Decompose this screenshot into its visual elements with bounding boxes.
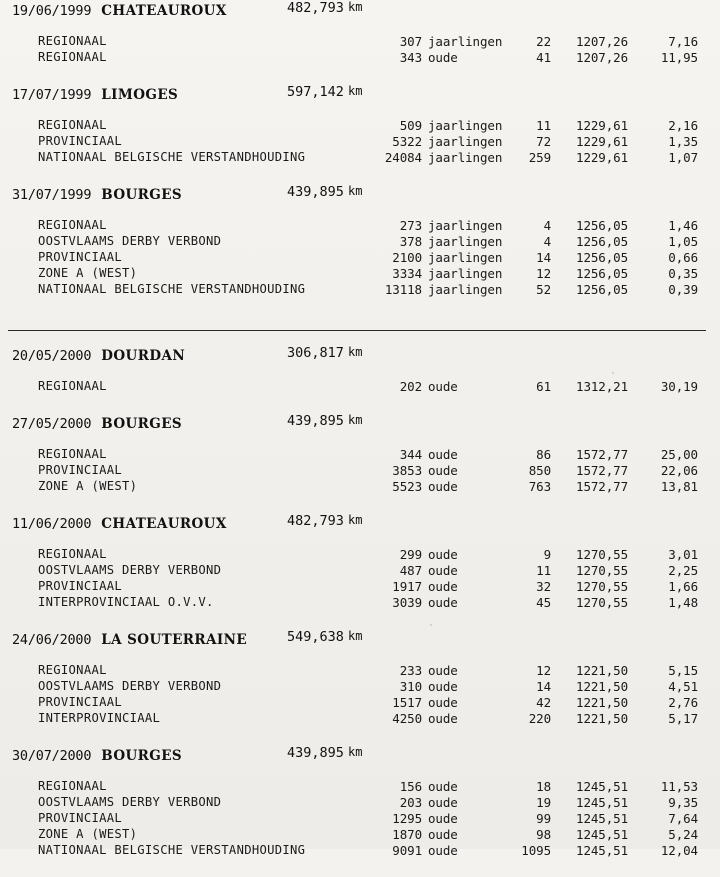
header-rows-spacer — [0, 369, 720, 377]
race-block — [0, 84, 720, 184]
race-block — [0, 184, 720, 316]
row-coefficient: 1270,55 — [576, 563, 628, 578]
race-block-spacer — [0, 66, 720, 84]
row-category: PROVINCIAAL — [38, 579, 123, 593]
race-block — [0, 745, 720, 877]
race-distance: 549,638 — [287, 629, 344, 645]
row-birds: 156 — [399, 779, 422, 794]
row-kind: jaarlingen — [428, 134, 503, 149]
result-rows — [0, 118, 720, 166]
race-date: 31/07/1999 — [12, 187, 92, 203]
result-rows — [0, 447, 720, 495]
race-distance-unit: km — [348, 0, 363, 14]
row-birds: 273 — [399, 218, 422, 233]
race-block — [0, 0, 720, 84]
row-category: PROVINCIAAL — [38, 463, 123, 477]
race-distance: 597,142 — [287, 84, 344, 100]
row-coefficient: 1572,77 — [576, 479, 628, 494]
row-birds: 378 — [399, 234, 422, 249]
header-rows-spacer — [0, 108, 720, 116]
row-percentage: 25,00 — [660, 447, 698, 462]
table-row — [0, 282, 720, 298]
row-prizes: 45 — [536, 595, 551, 610]
race-place: LA SOUTERRAINE — [101, 632, 248, 648]
race-block-spacer — [0, 611, 720, 629]
row-prizes: 32 — [536, 579, 551, 594]
row-coefficient: 1245,51 — [576, 811, 628, 826]
row-coefficient: 1270,55 — [576, 595, 628, 610]
table-row — [0, 479, 720, 495]
row-percentage: 0,35 — [668, 266, 698, 281]
table-row — [0, 34, 720, 50]
row-birds: 9091 — [392, 843, 422, 858]
row-birds: 343 — [399, 50, 422, 65]
row-category: PROVINCIAAL — [38, 695, 123, 709]
row-kind: jaarlingen — [428, 266, 503, 281]
race-distance-unit: km — [348, 345, 363, 359]
result-rows — [0, 779, 720, 859]
table-row — [0, 563, 720, 579]
row-kind: jaarlingen — [428, 218, 503, 233]
row-category: REGIONAAL — [38, 218, 107, 232]
race-distance-unit: km — [348, 184, 363, 198]
row-category: REGIONAAL — [38, 50, 107, 64]
race-header-line — [12, 184, 720, 203]
row-prizes: 22 — [536, 34, 551, 49]
header-rows-spacer — [0, 24, 720, 32]
row-birds: 299 — [399, 547, 422, 562]
row-kind: oude — [428, 50, 458, 65]
row-coefficient: 1207,26 — [576, 50, 628, 65]
row-kind: oude — [428, 827, 458, 842]
table-row — [0, 811, 720, 827]
row-category: REGIONAAL — [38, 379, 107, 393]
row-coefficient: 1245,51 — [576, 827, 628, 842]
row-prizes: 42 — [536, 695, 551, 710]
row-coefficient: 1229,61 — [576, 134, 628, 149]
row-birds: 1917 — [392, 579, 422, 594]
row-kind: jaarlingen — [428, 282, 503, 297]
row-birds: 344 — [399, 447, 422, 462]
race-distance: 482,793 — [287, 513, 344, 529]
row-birds: 2100 — [392, 250, 422, 265]
row-category: PROVINCIAAL — [38, 811, 123, 825]
row-coefficient: 1256,05 — [576, 266, 628, 281]
row-category: REGIONAAL — [38, 118, 107, 132]
race-date: 24/06/2000 — [12, 632, 92, 648]
row-percentage: 1,48 — [668, 595, 698, 610]
table-row — [0, 827, 720, 843]
row-category: PROVINCIAAL — [38, 250, 123, 264]
race-distance: 439,895 — [287, 184, 344, 200]
result-rows — [0, 379, 720, 395]
row-coefficient: 1245,51 — [576, 779, 628, 794]
row-kind: jaarlingen — [428, 150, 503, 165]
result-rows — [0, 34, 720, 66]
row-coefficient: 1221,50 — [576, 711, 628, 726]
row-prizes: 12 — [536, 266, 551, 281]
row-percentage: 5,17 — [668, 711, 698, 726]
row-coefficient: 1270,55 — [576, 579, 628, 594]
row-prizes: 259 — [528, 150, 551, 165]
row-prizes: 11 — [536, 563, 551, 578]
race-block-spacer — [0, 166, 720, 184]
race-distance: 439,895 — [287, 745, 344, 761]
race-distance: 439,895 — [287, 413, 344, 429]
row-prizes: 12 — [536, 663, 551, 678]
row-birds: 5523 — [392, 479, 422, 494]
row-category: NATIONAAL BELGISCHE VERSTANDHOUDING — [38, 843, 306, 857]
row-prizes: 86 — [536, 447, 551, 462]
row-kind: oude — [428, 547, 458, 562]
race-header — [0, 413, 720, 437]
race-header — [0, 745, 720, 769]
row-percentage: 30,19 — [660, 379, 698, 394]
row-kind: oude — [428, 779, 458, 794]
race-header-line — [12, 345, 720, 364]
row-coefficient: 1256,05 — [576, 282, 628, 297]
row-coefficient: 1245,51 — [576, 795, 628, 810]
row-prizes: 763 — [528, 479, 551, 494]
result-rows — [0, 547, 720, 611]
race-place: CHATEAUROUX — [101, 3, 227, 19]
race-block-spacer — [0, 395, 720, 413]
table-row — [0, 234, 720, 250]
row-birds: 5322 — [392, 134, 422, 149]
row-percentage: 0,39 — [668, 282, 698, 297]
table-row — [0, 663, 720, 679]
row-kind: oude — [428, 843, 458, 858]
row-kind: oude — [428, 711, 458, 726]
row-coefficient: 1256,05 — [576, 234, 628, 249]
row-birds: 509 — [399, 118, 422, 133]
row-category: REGIONAAL — [38, 663, 107, 677]
row-kind: jaarlingen — [428, 34, 503, 49]
row-kind: oude — [428, 463, 458, 478]
row-birds: 24084 — [384, 150, 422, 165]
race-block — [0, 513, 720, 629]
row-category: ZONE A (WEST) — [38, 827, 138, 841]
row-kind: jaarlingen — [428, 118, 503, 133]
race-block — [0, 413, 720, 513]
row-coefficient: 1256,05 — [576, 250, 628, 265]
row-coefficient: 1572,77 — [576, 463, 628, 478]
row-coefficient: 1270,55 — [576, 547, 628, 562]
row-kind: oude — [428, 579, 458, 594]
row-birds: 307 — [399, 34, 422, 49]
row-birds: 4250 — [392, 711, 422, 726]
result-rows — [0, 663, 720, 727]
row-percentage: 12,04 — [660, 843, 698, 858]
race-header — [0, 84, 720, 108]
row-percentage: 5,24 — [668, 827, 698, 842]
race-distance-unit: km — [348, 629, 363, 643]
row-birds: 233 — [399, 663, 422, 678]
race-block — [0, 629, 720, 745]
race-place: CHATEAUROUX — [101, 516, 227, 532]
table-row — [0, 843, 720, 859]
row-prizes: 850 — [528, 463, 551, 478]
row-kind: oude — [428, 563, 458, 578]
row-kind: oude — [428, 795, 458, 810]
row-coefficient: 1207,26 — [576, 34, 628, 49]
race-block-spacer — [0, 727, 720, 745]
row-prizes: 14 — [536, 250, 551, 265]
table-row — [0, 447, 720, 463]
race-header-line — [12, 513, 720, 532]
row-prizes: 4 — [543, 234, 551, 249]
table-row — [0, 118, 720, 134]
race-header-line — [12, 745, 720, 764]
row-prizes: 19 — [536, 795, 551, 810]
row-percentage: 4,51 — [668, 679, 698, 694]
race-header-line — [12, 84, 720, 103]
row-coefficient: 1572,77 — [576, 447, 628, 462]
row-birds: 202 — [399, 379, 422, 394]
race-distance: 482,793 — [287, 0, 344, 16]
row-prizes: 9 — [543, 547, 551, 562]
table-row — [0, 695, 720, 711]
race-header-line — [12, 629, 720, 648]
row-percentage: 3,01 — [668, 547, 698, 562]
row-percentage: 1,07 — [668, 150, 698, 165]
race-block — [0, 345, 720, 413]
row-category: REGIONAAL — [38, 547, 107, 561]
row-birds: 3853 — [392, 463, 422, 478]
race-group — [0, 0, 720, 316]
race-block-spacer — [0, 495, 720, 513]
race-header — [0, 345, 720, 369]
race-block-spacer — [0, 298, 720, 316]
row-birds: 310 — [399, 679, 422, 694]
race-header — [0, 0, 720, 24]
row-prizes: 72 — [536, 134, 551, 149]
race-distance-unit: km — [348, 413, 363, 427]
row-prizes: 4 — [543, 218, 551, 233]
row-percentage: 9,35 — [668, 795, 698, 810]
row-coefficient: 1256,05 — [576, 218, 628, 233]
row-percentage: 2,25 — [668, 563, 698, 578]
row-coefficient: 1221,50 — [576, 663, 628, 678]
row-coefficient: 1229,61 — [576, 118, 628, 133]
row-category: INTERPROVINCIAAL O.V.V. — [38, 595, 214, 609]
row-category: OOSTVLAAMS DERBY VERBOND — [38, 795, 222, 809]
race-place: BOURGES — [101, 187, 183, 203]
row-percentage: 1,66 — [668, 579, 698, 594]
row-percentage: 1,46 — [668, 218, 698, 233]
row-category: ZONE A (WEST) — [38, 479, 138, 493]
row-birds: 487 — [399, 563, 422, 578]
row-kind: oude — [428, 379, 458, 394]
row-prizes: 98 — [536, 827, 551, 842]
row-percentage: 7,64 — [668, 811, 698, 826]
race-group — [0, 345, 720, 877]
table-row — [0, 218, 720, 234]
row-kind: oude — [428, 695, 458, 710]
row-prizes: 220 — [528, 711, 551, 726]
table-row — [0, 595, 720, 611]
row-birds: 3334 — [392, 266, 422, 281]
row-percentage: 2,76 — [668, 695, 698, 710]
header-rows-spacer — [0, 437, 720, 445]
row-kind: jaarlingen — [428, 234, 503, 249]
race-place: DOURDAN — [101, 348, 186, 364]
row-coefficient: 1312,21 — [576, 379, 628, 394]
table-row — [0, 579, 720, 595]
row-percentage: 11,95 — [660, 50, 698, 65]
result-rows — [0, 218, 720, 298]
header-rows-spacer — [0, 208, 720, 216]
row-percentage: 13,81 — [660, 479, 698, 494]
row-kind: oude — [428, 811, 458, 826]
row-coefficient: 1221,50 — [576, 679, 628, 694]
race-place: LIMOGES — [101, 87, 179, 103]
row-kind: jaarlingen — [428, 250, 503, 265]
row-birds: 1517 — [392, 695, 422, 710]
header-rows-spacer — [0, 653, 720, 661]
race-header — [0, 629, 720, 653]
race-date: 27/05/2000 — [12, 416, 92, 432]
row-prizes: 14 — [536, 679, 551, 694]
row-prizes: 1095 — [521, 843, 551, 858]
race-block-spacer — [0, 859, 720, 877]
row-category: ZONE A (WEST) — [38, 266, 138, 280]
race-header — [0, 513, 720, 537]
race-place: BOURGES — [101, 748, 183, 764]
row-birds: 1295 — [392, 811, 422, 826]
row-category: INTERPROVINCIAAL — [38, 711, 161, 725]
row-prizes: 61 — [536, 379, 551, 394]
race-header — [0, 184, 720, 208]
row-category: OOSTVLAAMS DERBY VERBOND — [38, 679, 222, 693]
row-percentage: 2,16 — [668, 118, 698, 133]
row-coefficient: 1229,61 — [576, 150, 628, 165]
row-percentage: 7,16 — [668, 34, 698, 49]
race-date: 19/06/1999 — [12, 3, 92, 19]
race-header-line — [12, 0, 720, 19]
row-birds: 1870 — [392, 827, 422, 842]
row-category: OOSTVLAAMS DERBY VERBOND — [38, 563, 222, 577]
section-divider — [8, 330, 706, 331]
row-prizes: 11 — [536, 118, 551, 133]
race-distance-unit: km — [348, 745, 363, 759]
table-row — [0, 250, 720, 266]
row-coefficient: 1221,50 — [576, 695, 628, 710]
row-prizes: 52 — [536, 282, 551, 297]
race-header-line — [12, 413, 720, 432]
table-row — [0, 150, 720, 166]
row-birds: 3039 — [392, 595, 422, 610]
row-kind: oude — [428, 447, 458, 462]
row-prizes: 41 — [536, 50, 551, 65]
row-birds: 13118 — [384, 282, 422, 297]
row-prizes: 99 — [536, 811, 551, 826]
table-row — [0, 463, 720, 479]
table-row — [0, 795, 720, 811]
row-category: OOSTVLAAMS DERBY VERBOND — [38, 234, 222, 248]
row-category: REGIONAAL — [38, 447, 107, 461]
row-coefficient: 1245,51 — [576, 843, 628, 858]
race-date: 17/07/1999 — [12, 87, 92, 103]
race-distance-unit: km — [348, 84, 363, 98]
race-distance-unit: km — [348, 513, 363, 527]
table-row — [0, 50, 720, 66]
row-percentage: 1,35 — [668, 134, 698, 149]
row-percentage: 22,06 — [660, 463, 698, 478]
row-percentage: 1,05 — [668, 234, 698, 249]
table-row — [0, 779, 720, 795]
race-date: 11/06/2000 — [12, 516, 92, 532]
table-row — [0, 379, 720, 395]
table-row — [0, 547, 720, 563]
row-category: NATIONAAL BELGISCHE VERSTANDHOUDING — [38, 282, 306, 296]
table-row — [0, 266, 720, 282]
row-prizes: 18 — [536, 779, 551, 794]
row-category: PROVINCIAAL — [38, 134, 123, 148]
table-row — [0, 711, 720, 727]
row-percentage: 11,53 — [660, 779, 698, 794]
row-kind: oude — [428, 595, 458, 610]
race-date: 20/05/2000 — [12, 348, 92, 364]
row-kind: oude — [428, 679, 458, 694]
row-percentage: 5,15 — [668, 663, 698, 678]
row-category: REGIONAAL — [38, 34, 107, 48]
row-kind: oude — [428, 479, 458, 494]
row-birds: 203 — [399, 795, 422, 810]
header-rows-spacer — [0, 769, 720, 777]
table-row — [0, 679, 720, 695]
row-category: NATIONAAL BELGISCHE VERSTANDHOUDING — [38, 150, 306, 164]
race-distance: 306,817 — [287, 345, 344, 361]
race-place: BOURGES — [101, 416, 183, 432]
table-row — [0, 134, 720, 150]
race-date: 30/07/2000 — [12, 748, 92, 764]
row-category: REGIONAAL — [38, 779, 107, 793]
row-percentage: 0,66 — [668, 250, 698, 265]
row-kind: oude — [428, 663, 458, 678]
header-rows-spacer — [0, 537, 720, 545]
